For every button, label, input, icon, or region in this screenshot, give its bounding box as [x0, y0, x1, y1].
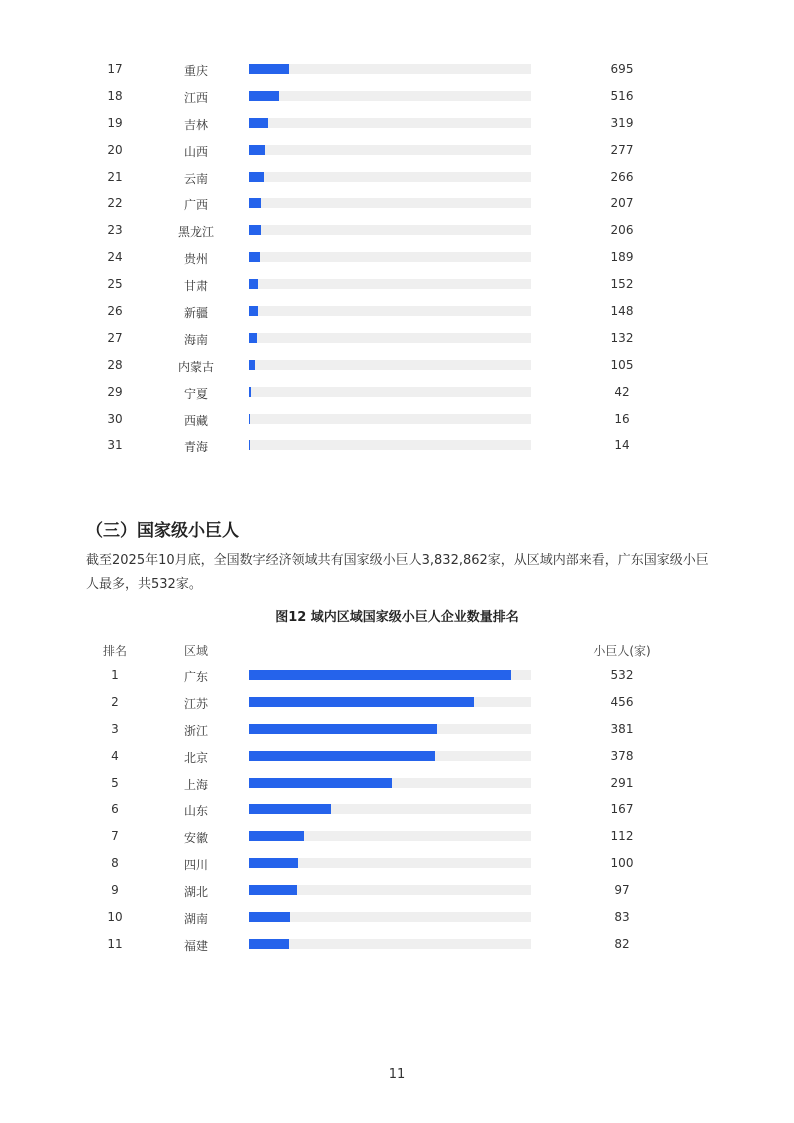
section-title: （三）国家级小巨人 [86, 521, 239, 541]
bar-track [249, 804, 531, 814]
value-cell: 167 [610, 802, 634, 817]
bar [249, 225, 261, 235]
bar-track [249, 939, 531, 949]
section-paragraph: 截至2025年10月底，全国数字经济领域共有国家级小巨人3,832,862家，从区域内部来看，广东国家级小巨人最多，共532家。 [86, 553, 709, 592]
rank-cell: 29 [107, 384, 123, 399]
table-row [0, 352, 794, 379]
table-row [0, 770, 794, 797]
value-cell: 14 [614, 438, 630, 453]
bar [249, 724, 437, 734]
bar [249, 145, 265, 155]
ranking-table-continued [0, 56, 794, 459]
bar [249, 697, 474, 707]
table-row [0, 164, 794, 191]
region-cell: 安徽 [183, 831, 208, 846]
table-row [0, 850, 794, 877]
rank-cell: 22 [107, 196, 123, 211]
region-cell: 浙江 [183, 723, 208, 738]
table-row [0, 823, 794, 850]
region-cell: 福建 [183, 938, 208, 953]
table-row [0, 137, 794, 164]
region-cell: 吉林 [183, 117, 208, 132]
bar [249, 778, 392, 788]
bar-track [249, 252, 531, 262]
rank-cell: 6 [111, 802, 119, 817]
table-row [0, 904, 794, 931]
rank-cell: 8 [111, 856, 119, 871]
value-cell: 112 [610, 829, 634, 844]
value-cell: 148 [610, 304, 634, 319]
rank-cell: 4 [111, 748, 119, 763]
value-cell: 319 [610, 115, 634, 130]
bar [249, 360, 255, 370]
table-row [0, 271, 794, 298]
value-cell: 381 [610, 721, 634, 736]
value-cell: 695 [610, 62, 634, 76]
bar-track [249, 145, 531, 155]
bar-track [249, 751, 531, 761]
region-cell: 青海 [183, 440, 208, 455]
rank-cell: 24 [107, 250, 123, 265]
region-cell: 宁夏 [183, 386, 208, 401]
bar-track [249, 225, 531, 235]
bar [249, 306, 258, 316]
rank-cell: 23 [107, 223, 123, 238]
bar-track [249, 778, 531, 788]
region-cell: 江苏 [183, 696, 208, 711]
table-row [0, 325, 794, 352]
region-cell: 云南 [183, 171, 208, 186]
region-cell: 西藏 [183, 413, 208, 428]
rank-cell: 28 [107, 357, 123, 372]
bar [249, 885, 297, 895]
region-cell: 湖南 [183, 912, 208, 927]
bar [249, 118, 268, 128]
region-cell: 山西 [183, 144, 208, 159]
region-cell: 江西 [183, 90, 208, 105]
bar-track [249, 414, 531, 424]
rank-cell: 17 [107, 62, 123, 76]
table-row [0, 689, 794, 716]
header-region: 区域 [183, 644, 208, 658]
table-row [0, 406, 794, 433]
table-row [0, 56, 794, 83]
bar [249, 91, 279, 101]
value-cell: 378 [610, 748, 634, 763]
table-row [0, 190, 794, 217]
rank-cell: 7 [111, 829, 119, 844]
table-row [0, 379, 794, 406]
value-cell: 206 [610, 223, 634, 238]
chart-title: 图12 域内区域国家级小巨人企业数量排名 [275, 610, 519, 625]
region-cell: 黑龙江 [177, 225, 214, 240]
bar [249, 858, 298, 868]
value-cell: 100 [610, 856, 634, 871]
rank-cell: 25 [107, 277, 123, 292]
bar-track [249, 387, 531, 397]
table-row [0, 662, 794, 689]
bar-track [249, 858, 531, 868]
rank-cell: 30 [107, 411, 123, 426]
value-cell: 291 [610, 775, 634, 790]
region-cell: 内蒙古 [177, 359, 214, 374]
rank-cell: 26 [107, 304, 123, 319]
table-row [0, 83, 794, 110]
table-row [0, 743, 794, 770]
value-cell: 456 [610, 694, 634, 709]
rank-cell: 31 [107, 438, 123, 453]
bar-track [249, 360, 531, 370]
region-cell: 贵州 [183, 252, 208, 267]
table-row [0, 110, 794, 137]
bar-track [249, 279, 531, 289]
rank-cell: 11 [107, 936, 123, 951]
ranking-table-small-giants [0, 662, 794, 958]
bar [249, 387, 251, 397]
bar [249, 252, 260, 262]
bar-track [249, 885, 531, 895]
value-cell: 532 [610, 668, 634, 682]
bar [249, 64, 289, 74]
region-cell: 重庆 [183, 64, 208, 78]
region-cell: 海南 [183, 332, 208, 347]
bar-track [249, 670, 531, 680]
rank-cell: 27 [107, 330, 123, 345]
bar [249, 198, 261, 208]
bar [249, 333, 257, 343]
bar [249, 912, 290, 922]
bar-track [249, 172, 531, 182]
rank-cell: 18 [107, 88, 123, 103]
bar-track [249, 64, 531, 74]
region-cell: 甘肃 [183, 279, 208, 294]
value-cell: 132 [610, 330, 634, 345]
region-cell: 山东 [183, 804, 208, 819]
bar [249, 670, 511, 680]
table-row [0, 432, 794, 459]
bar-track [249, 724, 531, 734]
bar-track [249, 333, 531, 343]
value-cell: 97 [614, 883, 630, 898]
region-cell: 广西 [183, 198, 208, 213]
bar-track [249, 831, 531, 841]
bar-track [249, 697, 531, 707]
table-row [0, 244, 794, 271]
bar-track [249, 912, 531, 922]
header-value: 小巨人(家) [593, 644, 651, 658]
value-cell: 277 [610, 142, 634, 157]
value-cell: 16 [614, 411, 630, 426]
rank-cell: 9 [111, 883, 119, 898]
bar [249, 440, 250, 450]
rank-cell: 19 [107, 115, 123, 130]
rank-cell: 1 [111, 668, 119, 682]
header-rank: 排名 [102, 644, 127, 658]
rank-cell: 20 [107, 142, 123, 157]
value-cell: 42 [614, 384, 630, 399]
bar [249, 414, 250, 424]
rank-cell: 3 [111, 721, 119, 736]
region-cell: 新疆 [183, 306, 208, 321]
bar [249, 804, 331, 814]
table-row [0, 716, 794, 743]
rank-cell: 21 [107, 169, 123, 184]
value-cell: 82 [614, 936, 630, 951]
rank-cell: 10 [107, 910, 123, 925]
bar [249, 831, 304, 841]
value-cell: 83 [614, 910, 630, 925]
bar-track [249, 198, 531, 208]
value-cell: 516 [610, 88, 634, 103]
region-cell: 上海 [183, 777, 208, 792]
table-header [0, 642, 794, 660]
region-cell: 广东 [183, 670, 208, 684]
bar [249, 279, 258, 289]
table-row [0, 877, 794, 904]
bar-track [249, 118, 531, 128]
table-row [0, 217, 794, 244]
bar [249, 172, 264, 182]
page-number: 11 [388, 1067, 406, 1082]
bar-track [249, 306, 531, 316]
value-cell: 152 [610, 277, 634, 292]
rank-cell: 5 [111, 775, 119, 790]
bar-track [249, 440, 531, 450]
bar-track [249, 91, 531, 101]
region-cell: 湖北 [183, 885, 208, 900]
bar [249, 939, 289, 949]
table-row [0, 796, 794, 823]
value-cell: 189 [610, 250, 634, 265]
table-row [0, 298, 794, 325]
region-cell: 北京 [183, 750, 208, 765]
region-cell: 四川 [183, 858, 208, 873]
value-cell: 266 [610, 169, 634, 184]
table-row [0, 931, 794, 958]
value-cell: 105 [610, 357, 634, 372]
bar [249, 751, 435, 761]
rank-cell: 2 [111, 694, 119, 709]
value-cell: 207 [610, 196, 634, 211]
